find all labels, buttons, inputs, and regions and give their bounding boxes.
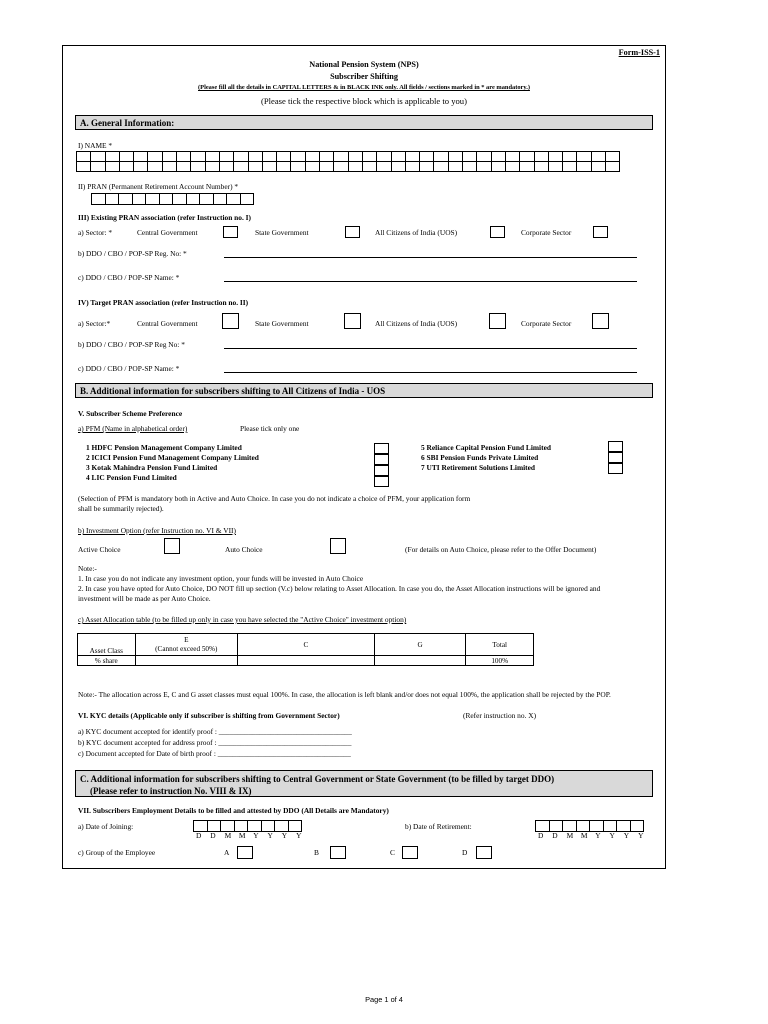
dor-digit-box[interactable]: [563, 821, 577, 832]
name-char-box[interactable]: [248, 152, 262, 162]
name-char-box[interactable]: [520, 152, 534, 162]
alloc-row-label: % share: [78, 656, 136, 666]
existing-ddo-reg-field[interactable]: [224, 257, 637, 258]
name-char-box[interactable]: [534, 162, 548, 172]
name-char-box[interactable]: [148, 162, 162, 172]
date-format-letter: D: [552, 831, 558, 840]
pran-digit-box[interactable]: [213, 194, 227, 205]
doj-digit-box[interactable]: [248, 821, 262, 832]
pran-digit-box[interactable]: [240, 194, 254, 205]
active-choice-label: Active Choice: [78, 545, 121, 554]
name-char-box[interactable]: [205, 162, 219, 172]
doj-digit-box[interactable]: [288, 821, 302, 832]
name-char-box[interactable]: [277, 152, 291, 162]
pfm-icici: 2 ICICI Pension Fund Management Company Limited: [86, 453, 259, 462]
name-char-box[interactable]: [505, 162, 519, 172]
name-char-box[interactable]: [605, 152, 619, 162]
group-a-checkbox[interactable]: [237, 846, 253, 859]
section-b-header: B. Additional information for subscribers shifting to All Citizens of India - UOS: [75, 383, 653, 398]
name-char-box[interactable]: [262, 152, 276, 162]
form-title: National Pension System (NPS): [309, 60, 419, 69]
alloc-total-value: 100%: [466, 656, 534, 666]
form-id: Form-ISS-1: [618, 48, 660, 57]
name-char-box[interactable]: [605, 162, 619, 172]
auto-choice-note: (For details on Auto Choice, please refer to the Offer Document): [405, 545, 597, 554]
dor-digit-box[interactable]: [536, 821, 550, 832]
name-char-box[interactable]: [420, 162, 434, 172]
name-char-box[interactable]: [548, 162, 562, 172]
pfm-checkbox-6[interactable]: [608, 452, 623, 463]
asset-allocation-title: c) Asset Allocation table (to be filled up only in case you have selected the "Active Choice" investment option): [78, 615, 407, 624]
note-line-2: 2. In case you have opted for Auto Choice, DO NOT fill up section (V.c) below relating to Asset Allocation. In case you do, the Asset Allocation instructions will be ignored and: [78, 584, 601, 593]
target-pran-title: IV) Target PRAN association (refer Instruction no. II): [78, 298, 249, 307]
name-char-box[interactable]: [577, 152, 591, 162]
name-char-box[interactable]: [391, 162, 405, 172]
active-choice-checkbox[interactable]: [164, 538, 180, 554]
group-c-label: C: [390, 848, 395, 857]
date-format-letter: Y: [609, 831, 615, 840]
existing-ddo-reg-label: b) DDO / CBO / POP-SP Reg. No: *: [78, 249, 187, 258]
name-char-box[interactable]: [334, 162, 348, 172]
name-char-box[interactable]: [219, 162, 233, 172]
existing-central-checkbox[interactable]: [223, 226, 238, 238]
name-char-box[interactable]: [563, 152, 577, 162]
pran-digit-box[interactable]: [105, 194, 119, 205]
pfm-lic: 4 LIC Pension Fund Limited: [86, 473, 177, 482]
target-ddo-reg-label: b) DDO / CBO / POP-SP Reg No: *: [78, 340, 185, 349]
existing-sector-label: a) Sector: *: [78, 228, 113, 237]
existing-pran-title: III) Existing PRAN association (refer Instruction no. I): [78, 213, 251, 222]
dor-digit-box[interactable]: [603, 821, 617, 832]
date-format-letter: M: [224, 831, 232, 840]
name-char-box[interactable]: [134, 152, 148, 162]
target-corporate-checkbox[interactable]: [592, 313, 609, 329]
name-char-box[interactable]: [291, 162, 305, 172]
target-sector-state-label: State Government: [255, 319, 309, 328]
dor-label: b) Date of Retirement:: [405, 822, 472, 831]
name-char-box[interactable]: [463, 152, 477, 162]
pfm-checkbox-2[interactable]: [374, 454, 389, 465]
date-format-letter: Y: [253, 831, 259, 840]
tick-one-note: Please tick only one: [240, 424, 300, 433]
dor-digit-box[interactable]: [549, 821, 563, 832]
pran-digit-box[interactable]: [227, 194, 241, 205]
name-char-box[interactable]: [119, 152, 133, 162]
name-char-box[interactable]: [520, 162, 534, 172]
name-char-box[interactable]: [448, 152, 462, 162]
pran-digit-box[interactable]: [173, 194, 187, 205]
target-central-checkbox[interactable]: [222, 313, 239, 329]
note-line-1: 1. In case you do not indicate any investment option, your funds will be invested in Auto Choice: [78, 574, 364, 583]
group-d-label: D: [462, 848, 468, 857]
dor-digit-box[interactable]: [630, 821, 644, 832]
name-char-box[interactable]: [591, 162, 605, 172]
alloc-c-input[interactable]: [238, 656, 375, 666]
existing-sector-state-label: State Government: [255, 228, 309, 237]
pfm-checkbox-5[interactable]: [608, 441, 623, 452]
auto-choice-checkbox[interactable]: [330, 538, 346, 554]
existing-ddo-name-field[interactable]: [224, 281, 637, 282]
name-char-box[interactable]: [234, 152, 248, 162]
pran-digit-box[interactable]: [200, 194, 214, 205]
instruction-caps: (Please fill all the details in CAPITAL LETTERS & in BLACK INK only. All fields / sections marked in * are mandatory.): [198, 84, 530, 91]
name-char-box[interactable]: [577, 162, 591, 172]
group-b-label: B: [314, 848, 319, 857]
alloc-e-input[interactable]: [135, 656, 237, 666]
name-char-box[interactable]: [334, 152, 348, 162]
group-d-checkbox[interactable]: [476, 846, 492, 859]
kyc-identity-proof[interactable]: a) KYC document accepted for identify proof : ____________________________________: [78, 727, 352, 736]
name-char-box[interactable]: [434, 162, 448, 172]
alloc-header-total: Total: [466, 634, 534, 656]
existing-sector-uos-label: All Citizens of India (UOS): [375, 228, 458, 237]
pfm-kotak: 3 Kotak Mahindra Pension Fund Limited: [86, 463, 218, 472]
pfm-mandatory-note-1: (Selection of PFM is mandatory both in Active and Auto Choice. In case you do not indicate a choice of PFM, your application form: [78, 494, 471, 503]
doj-label: a) Date of Joining:: [78, 822, 134, 831]
name-char-box[interactable]: [491, 152, 505, 162]
date-format-letter: Y: [267, 831, 273, 840]
date-format-letter: D: [196, 831, 202, 840]
pran-label: II) PRAN (Permanent Retirement Account Number) *: [78, 182, 239, 191]
form-subtitle: Subscriber Shifting: [330, 72, 398, 81]
pfm-uti: 7 UTI Retirement Solutions Limited: [421, 463, 536, 472]
name-char-box[interactable]: [105, 152, 119, 162]
pfm-checkbox-4[interactable]: [374, 476, 389, 487]
alloc-header-e: E (Cannot exceed 50%): [135, 634, 237, 656]
name-char-box[interactable]: [348, 162, 362, 172]
auto-choice-label: Auto Choice: [225, 545, 263, 554]
kyc-dob-proof[interactable]: c) Document accepted for Date of birth proof : ____________________________________: [78, 749, 351, 758]
name-char-box[interactable]: [77, 162, 91, 172]
pran-digit-box[interactable]: [119, 194, 133, 205]
pfm-label: a) PFM (Name in alphabetical order): [78, 424, 188, 433]
target-ddo-reg-field[interactable]: [224, 348, 637, 349]
name-char-box[interactable]: [277, 162, 291, 172]
name-char-box[interactable]: [91, 152, 105, 162]
target-sector-label: a) Sector:*: [78, 319, 111, 328]
page-number: Page 1 of 4: [365, 995, 403, 1004]
note-heading: Note:-: [78, 564, 97, 573]
name-char-box[interactable]: [362, 162, 376, 172]
name-char-box[interactable]: [434, 152, 448, 162]
pran-digit-box[interactable]: [159, 194, 173, 205]
name-char-box[interactable]: [191, 152, 205, 162]
name-grid[interactable]: [76, 151, 620, 172]
target-state-checkbox[interactable]: [344, 313, 361, 329]
target-ddo-name-field[interactable]: [224, 372, 637, 373]
asset-allocation-table: [77, 633, 534, 666]
scheme-pref-title: V. Subscriber Scheme Preference: [78, 409, 183, 418]
alloc-header-asset-class: Asset Class: [78, 634, 136, 656]
dor-digit-box[interactable]: [590, 821, 604, 832]
name-char-box[interactable]: [219, 152, 233, 162]
pran-digit-box[interactable]: [92, 194, 106, 205]
group-a-label: A: [224, 848, 230, 857]
name-char-box[interactable]: [248, 162, 262, 172]
kyc-address-proof[interactable]: b) KYC document accepted for address proof : ____________________________________: [78, 738, 352, 747]
pran-digit-box[interactable]: [146, 194, 160, 205]
name-char-box[interactable]: [77, 152, 91, 162]
existing-sector-central-label: Central Government: [137, 228, 198, 237]
section-c-header: C. Additional information for subscribers shifting to Central Government or State Government (to be filled by target DDO) (Please refer to instruction No. VIII & IX): [75, 770, 653, 797]
section-a-header: A. General Information:: [75, 115, 653, 130]
name-char-box[interactable]: [563, 162, 577, 172]
pfm-mandatory-note-2: shall be summarily rejected).: [78, 504, 164, 513]
name-char-box[interactable]: [205, 152, 219, 162]
name-char-box[interactable]: [177, 152, 191, 162]
alloc-header-g: G: [374, 634, 466, 656]
name-char-box[interactable]: [362, 152, 376, 162]
pfm-checkbox-7[interactable]: [608, 463, 623, 474]
date-format-letter: Y: [595, 831, 601, 840]
name-char-box[interactable]: [377, 162, 391, 172]
employment-details-title: VII. Subscribers Employment Details to be filled and attested by DDO (All Details are Mandatory): [78, 806, 389, 815]
doj-digit-box[interactable]: [261, 821, 275, 832]
name-char-box[interactable]: [534, 152, 548, 162]
target-sector-corporate-label: Corporate Sector: [521, 319, 572, 328]
name-char-box[interactable]: [305, 162, 319, 172]
group-b-checkbox[interactable]: [330, 846, 346, 859]
name-char-box[interactable]: [262, 162, 276, 172]
name-char-box[interactable]: [234, 162, 248, 172]
name-char-box[interactable]: [162, 152, 176, 162]
name-char-box[interactable]: [491, 162, 505, 172]
alloc-header-c: C: [238, 634, 375, 656]
existing-sector-corporate-label: Corporate Sector: [521, 228, 572, 237]
target-sector-uos-label: All Citizens of India (UOS): [375, 319, 458, 328]
name-char-box[interactable]: [119, 162, 133, 172]
name-char-box[interactable]: [420, 152, 434, 162]
name-char-box[interactable]: [548, 152, 562, 162]
name-char-box[interactable]: [320, 152, 334, 162]
note-line-3: investment will be made as per Auto Choice.: [78, 594, 211, 603]
name-char-box[interactable]: [162, 162, 176, 172]
pfm-hdfc: 1 HDFC Pension Management Company Limited: [86, 443, 242, 452]
name-char-box[interactable]: [477, 162, 491, 172]
pran-digit-box[interactable]: [132, 194, 146, 205]
name-char-box[interactable]: [305, 152, 319, 162]
existing-uos-checkbox[interactable]: [490, 226, 505, 238]
date-format-letter: Y: [638, 831, 644, 840]
name-char-box[interactable]: [134, 162, 148, 172]
doj-digit-box[interactable]: [221, 821, 235, 832]
date-format-letter: Y: [281, 831, 288, 840]
dor-digit-box[interactable]: [576, 821, 590, 832]
pfm-sbi: 6 SBI Pension Funds Private Limited: [421, 453, 539, 462]
name-char-box[interactable]: [177, 162, 191, 172]
name-label: I) NAME *: [78, 141, 113, 150]
doj-digit-box[interactable]: [194, 821, 208, 832]
alloc-g-input[interactable]: [374, 656, 466, 666]
existing-corporate-checkbox[interactable]: [593, 226, 608, 238]
date-format-letter: M: [580, 831, 588, 840]
instruction-tick: (Please tick the respective block which is applicable to you): [261, 96, 467, 106]
name-char-box[interactable]: [448, 162, 462, 172]
name-char-box[interactable]: [148, 152, 162, 162]
dor-digit-box[interactable]: [617, 821, 631, 832]
name-char-box[interactable]: [405, 162, 419, 172]
date-format-letter: D: [538, 831, 544, 840]
name-char-box[interactable]: [291, 152, 305, 162]
target-ddo-name-label: c) DDO / CBO / POP-SP Name: *: [78, 364, 180, 373]
investment-option-label: b) Investment Option (refer Instruction no. VI & VII): [78, 526, 236, 535]
kyc-reference: (Refer instruction no. X): [463, 711, 537, 720]
allocation-note: Note:- The allocation across E, C and G asset classes must equal 100%. In case, the allocation is left blank and/or does not equal 100%, the application shall be rejected by the POP.: [78, 690, 611, 699]
doj-digit-box[interactable]: [234, 821, 248, 832]
pfm-checkbox-1[interactable]: [374, 443, 389, 454]
target-uos-checkbox[interactable]: [489, 313, 506, 329]
name-char-box[interactable]: [91, 162, 105, 172]
date-format-letter: M: [238, 831, 246, 840]
existing-ddo-name-label: c) DDO / CBO / POP-SP Name: *: [78, 273, 180, 282]
date-format-letter: D: [210, 831, 216, 840]
name-char-box[interactable]: [463, 162, 477, 172]
name-char-box[interactable]: [477, 152, 491, 162]
name-char-box[interactable]: [391, 152, 405, 162]
name-char-box[interactable]: [348, 152, 362, 162]
name-char-box[interactable]: [105, 162, 119, 172]
name-char-box[interactable]: [405, 152, 419, 162]
pran-digit-box[interactable]: [186, 194, 200, 205]
date-format-letter: M: [566, 831, 574, 840]
pfm-checkbox-3[interactable]: [374, 465, 389, 476]
date-format-letter: Y: [623, 831, 630, 840]
name-char-box[interactable]: [377, 152, 391, 162]
pran-grid[interactable]: [91, 193, 254, 205]
name-char-box[interactable]: [591, 152, 605, 162]
name-char-box[interactable]: [505, 152, 519, 162]
kyc-title: VI. KYC details (Applicable only if subscriber is shifting from Government Sector): [78, 711, 340, 720]
date-format-letter: Y: [296, 831, 302, 840]
name-char-box[interactable]: [320, 162, 334, 172]
doj-digit-box[interactable]: [207, 821, 221, 832]
name-char-box[interactable]: [191, 162, 205, 172]
existing-state-checkbox[interactable]: [345, 226, 360, 238]
pfm-reliance: 5 Reliance Capital Pension Fund Limited: [421, 443, 551, 452]
target-sector-central-label: Central Government: [137, 319, 198, 328]
group-c-checkbox[interactable]: [402, 846, 418, 859]
group-label: c) Group of the Employee: [78, 848, 156, 857]
doj-digit-box[interactable]: [275, 821, 289, 832]
